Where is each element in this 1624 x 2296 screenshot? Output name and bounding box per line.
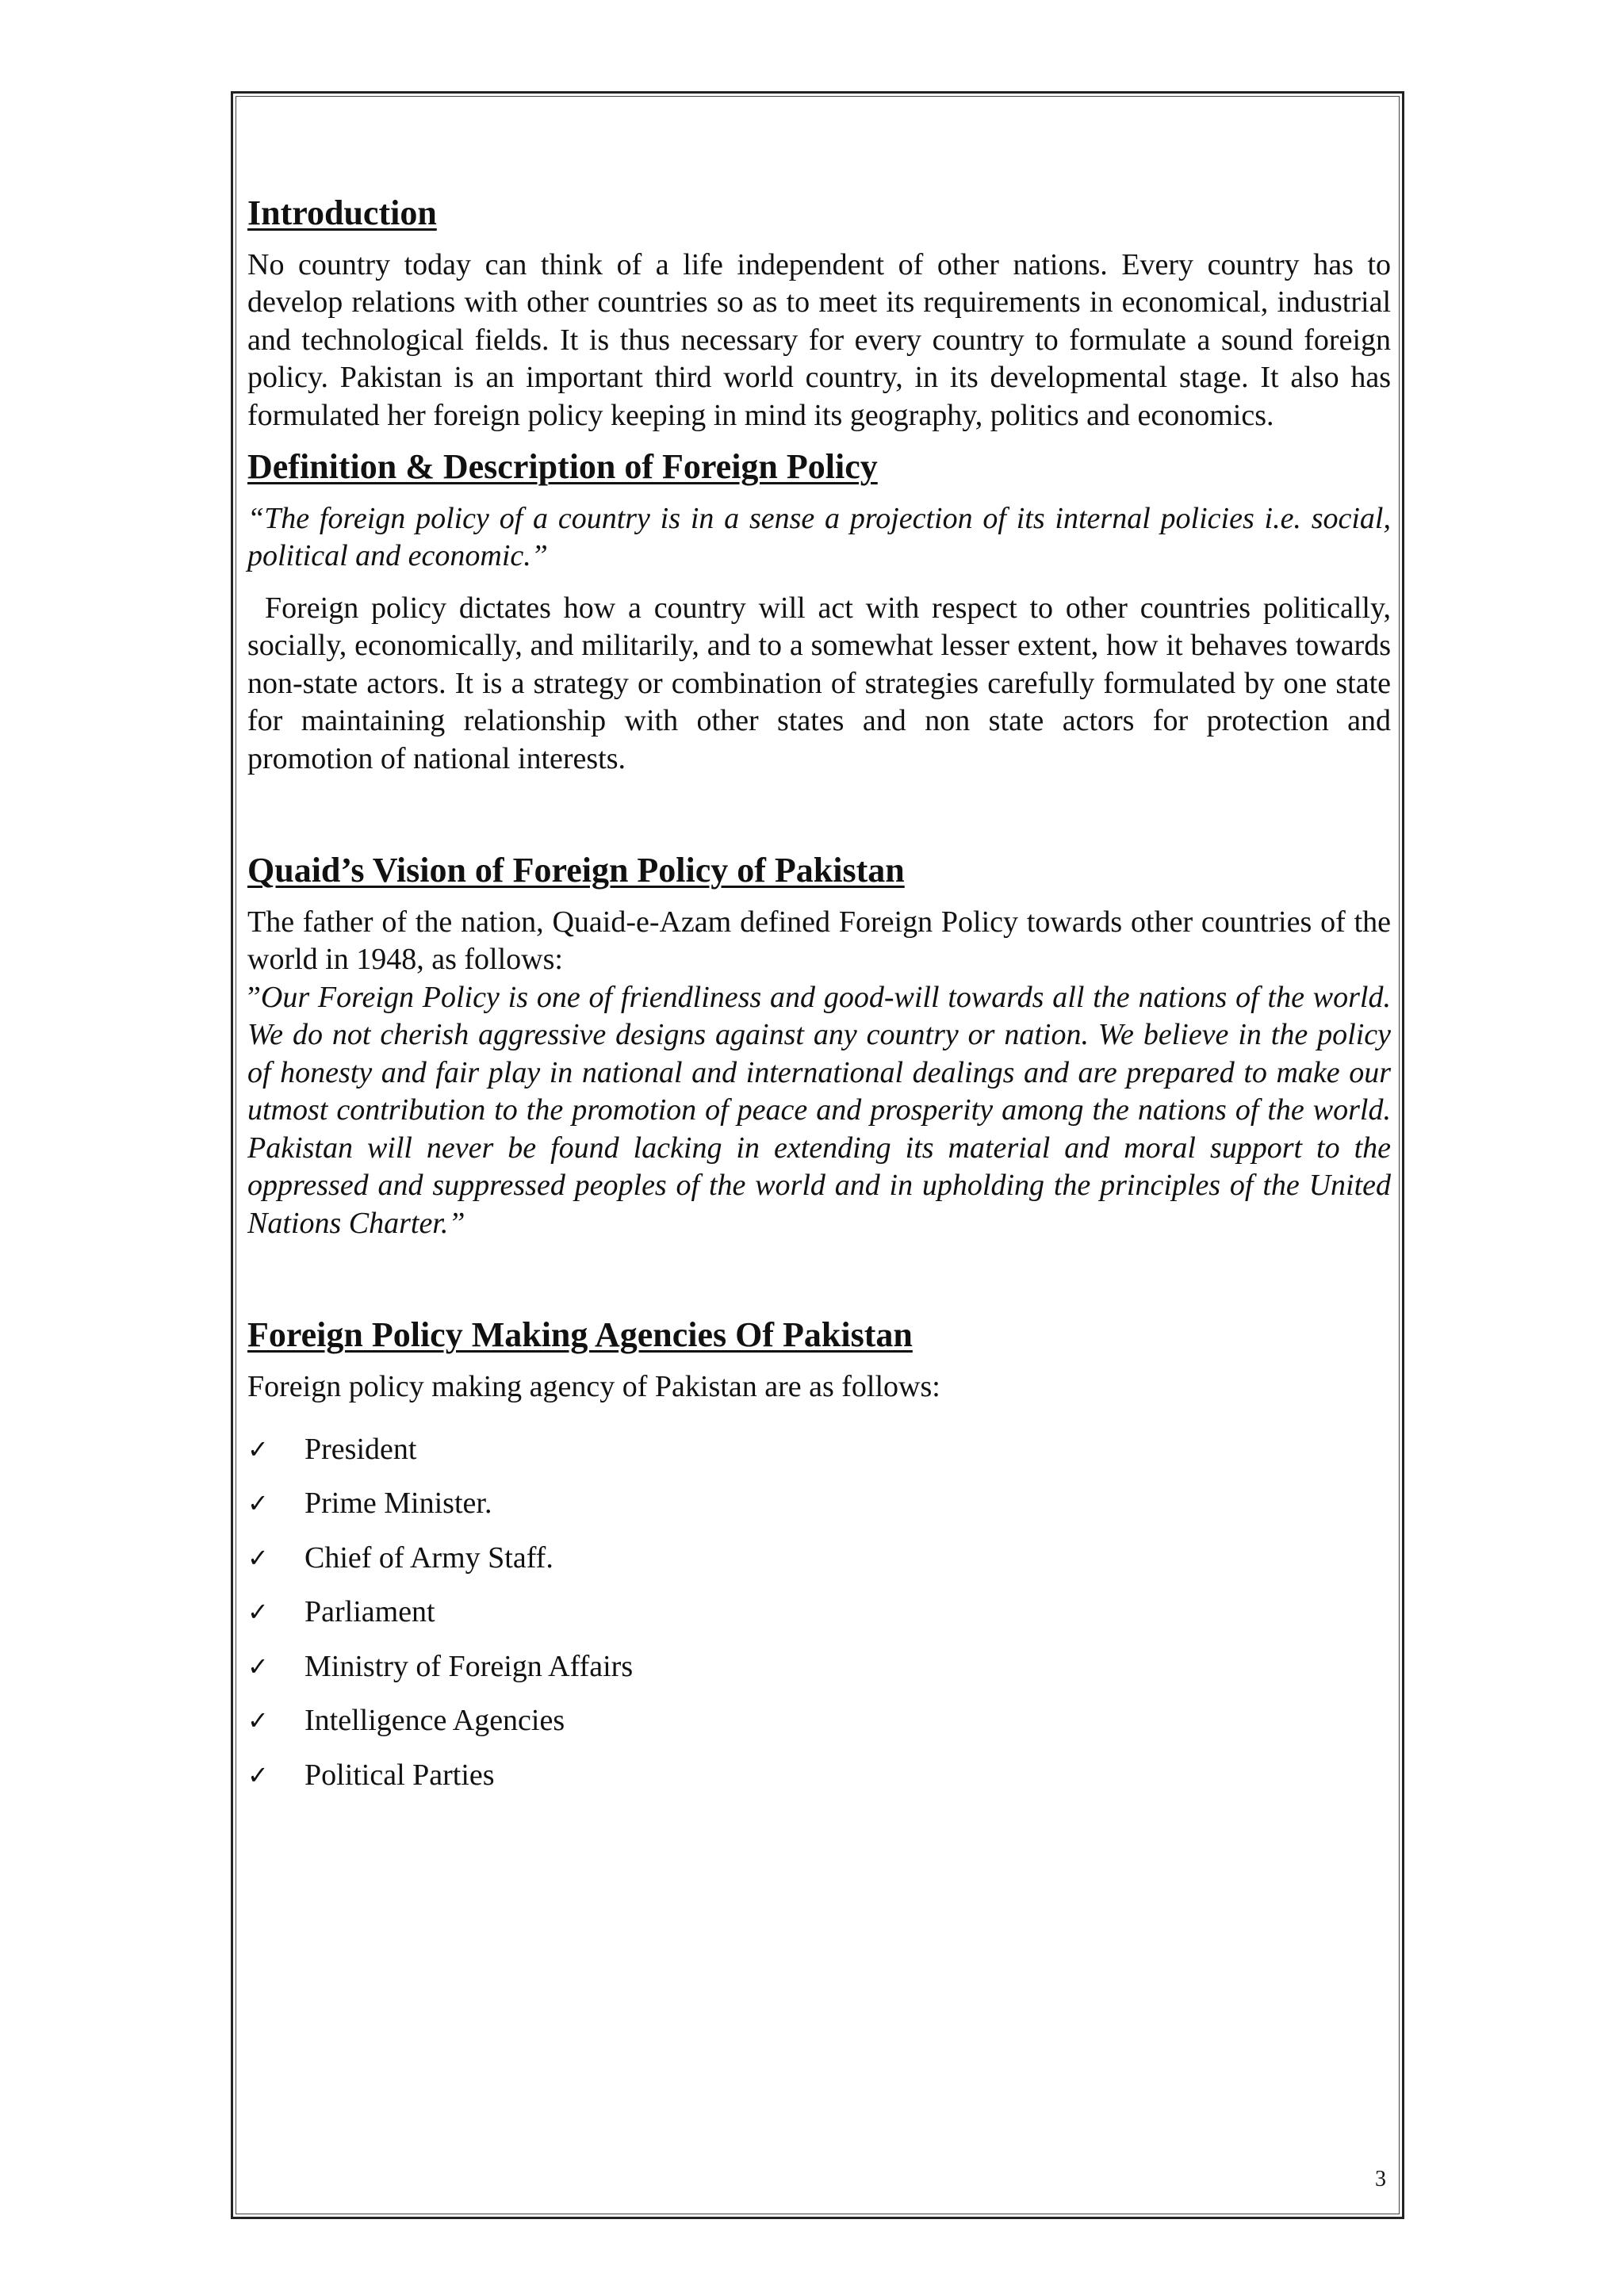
list-item	[247, 1639, 1391, 1693]
list-item	[247, 1476, 1391, 1531]
list-item	[247, 1693, 1391, 1748]
list-item-label: Political Parties	[304, 1758, 495, 1792]
list-item	[247, 1747, 1391, 1802]
list-item	[247, 1422, 1391, 1476]
definition-heading: Definition & Description of Foreign Policy	[247, 447, 878, 487]
check-mark-icon: ✓	[247, 1651, 269, 1682]
quaid-vision-quote: Our Foreign Policy is one of friendliness and good-will towards all the nations of the world. We do not cherish aggressive designs against any country or nation. We believe in the policy of honesty and fair play in national and international dealings and are prepared to make our utmost contribution to the promotion of peace and prosperity among the nations of the world. Pakistan will never be found lacking in extending its material and moral support to the oppressed and suppressed peoples of the world and in upholding the principles of the United Nations Charter.”	[247, 980, 1391, 1240]
section-quaid-vision	[247, 851, 1391, 1242]
list-item-label: President	[304, 1432, 417, 1466]
check-mark-icon: ✓	[247, 1597, 269, 1628]
list-item-label: Intelligence Agencies	[304, 1704, 565, 1738]
agencies-heading: Foreign Policy Making Agencies Of Pakistan	[247, 1315, 913, 1355]
list-item-label: Parliament	[304, 1595, 435, 1629]
quaid-vision-quote-block	[247, 979, 1391, 1243]
agencies-intro: Foreign policy making agency of Pakistan are as follows:	[247, 1369, 940, 1403]
introduction-heading: Introduction	[247, 193, 437, 232]
definition-quote: “The foreign policy of a country is in a sense a projection of its internal policies i.e. social, political and economic.”	[247, 501, 1391, 573]
document-content	[247, 193, 1391, 1802]
section-agencies	[247, 1315, 1391, 1802]
section-introduction	[247, 193, 1391, 434]
quote-open-mark: ”	[247, 980, 261, 1014]
quaid-vision-heading: Quaid’s Vision of Foreign Policy of Pakistan	[247, 851, 905, 890]
introduction-paragraph: No country today can think of a life independent of other nations. Every country has to develop relations with other countries so as to meet its requirements in economical, industrial and technological fields. It is thus necessary for every country to formulate a sound foreign policy. Pakistan is an important third world country, in its developmental stage. It also has formulated her foreign policy keeping in mind its geography, politics and economics.	[247, 247, 1391, 432]
check-mark-icon: ✓	[247, 1705, 269, 1736]
quaid-vision-intro: The father of the nation, Quaid-e-Azam defined Foreign Policy towards other countries of the world in 1948, as follows:	[247, 905, 1391, 977]
page-number: 3	[1375, 2167, 1386, 2191]
list-item-label: Chief of Army Staff.	[304, 1540, 553, 1575]
definition-paragraph: Foreign policy dictates how a country will act with respect to other countries politically, socially, economically, and militarily, and to a somewhat lesser extent, how it behaves towards non-state actors. It is a strategy or combination of strategies carefully formulated by one state for maintaining relationship with other states and non state actors for protection and promotion of national interests.	[247, 591, 1391, 775]
check-mark-icon: ✓	[247, 1488, 269, 1519]
list-item-label: Ministry of Foreign Affairs	[304, 1649, 634, 1683]
list-item-label: Prime Minister.	[304, 1487, 492, 1521]
list-item	[247, 1530, 1391, 1585]
check-mark-icon: ✓	[247, 1759, 269, 1790]
check-mark-icon: ✓	[247, 1433, 269, 1464]
list-item	[247, 1585, 1391, 1640]
check-mark-icon: ✓	[247, 1542, 269, 1573]
agencies-list	[247, 1422, 1391, 1802]
section-definition	[247, 447, 1391, 778]
